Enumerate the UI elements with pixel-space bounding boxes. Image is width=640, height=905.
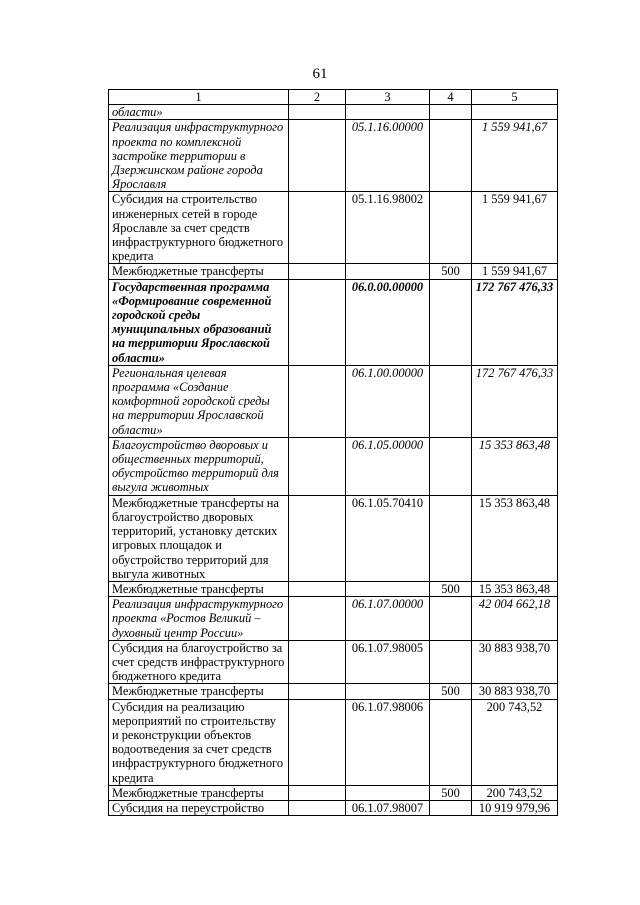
row-code-cell: 06.1.07.98005: [346, 640, 430, 684]
row-code-cell: 06.1.07.98006: [346, 699, 430, 785]
row-vr-cell: 500: [430, 264, 472, 279]
row-vr-cell: [430, 365, 472, 437]
row-name-cell: Субсидия на переустройство: [109, 800, 289, 815]
column-header: 3: [346, 90, 430, 105]
page-number: 61: [312, 66, 328, 82]
table-row: [109, 800, 558, 815]
row-col2-cell: [289, 684, 346, 699]
row-sum-cell: 1 559 941,67: [472, 264, 558, 279]
row-sum-cell: 15 353 863,48: [472, 581, 558, 596]
row-col2-cell: [289, 279, 346, 365]
row-sum-cell: 1 559 941,67: [472, 120, 558, 192]
row-sum-cell: 30 883 938,70: [472, 684, 558, 699]
row-sum-cell: 30 883 938,70: [472, 640, 558, 684]
row-col2-cell: [289, 105, 346, 120]
row-name-cell: Межбюджетные трансферты: [109, 264, 289, 279]
row-code-cell: [346, 105, 430, 120]
budget-table: [108, 89, 558, 816]
row-code-cell: 06.0.00.00000: [346, 279, 430, 365]
row-vr-cell: [430, 699, 472, 785]
row-name-cell: Государственная программа «Формирование современной городской среды муниципальных образований на территории Ярославской области»: [109, 279, 289, 365]
row-code-cell: 05.1.16.00000: [346, 120, 430, 192]
row-code-cell: 06.1.05.70410: [346, 495, 430, 581]
column-number-row: [109, 90, 558, 105]
column-header: 4: [430, 90, 472, 105]
table-row: [109, 640, 558, 684]
row-sum-cell: [472, 105, 558, 120]
row-sum-cell: 172 767 476,33: [472, 279, 558, 365]
row-col2-cell: [289, 264, 346, 279]
row-sum-cell: 15 353 863,48: [472, 437, 558, 495]
row-sum-cell: 200 743,52: [472, 699, 558, 785]
table-row: [109, 105, 558, 120]
row-sum-cell: 200 743,52: [472, 785, 558, 800]
row-sum-cell: 172 767 476,33: [472, 365, 558, 437]
row-vr-cell: [430, 279, 472, 365]
table-row: [109, 785, 558, 800]
row-name-cell: Региональная целевая программа «Создание комфортной городской среды на территории Ярославской области»: [109, 365, 289, 437]
table-row: [109, 192, 558, 264]
row-code-cell: 05.1.16.98002: [346, 192, 430, 264]
row-code-cell: 06.1.05.00000: [346, 437, 430, 495]
row-code-cell: 06.1.07.98007: [346, 800, 430, 815]
row-vr-cell: [430, 105, 472, 120]
row-sum-cell: 1 559 941,67: [472, 192, 558, 264]
row-sum-cell: 15 353 863,48: [472, 495, 558, 581]
table-row: [109, 684, 558, 699]
row-name-cell: Субсидия на благоустройство за счет средств инфраструктурного бюджетного кредита: [109, 640, 289, 684]
row-code-cell: [346, 264, 430, 279]
row-vr-cell: [430, 640, 472, 684]
row-code-cell: [346, 785, 430, 800]
row-col2-cell: [289, 581, 346, 596]
row-col2-cell: [289, 192, 346, 264]
row-vr-cell: [430, 800, 472, 815]
row-name-cell: Межбюджетные трансферты: [109, 684, 289, 699]
row-name-cell: Субсидия на строительство инженерных сетей в городе Ярославле за счет средств инфраструктурного бюджетного кредита: [109, 192, 289, 264]
row-col2-cell: [289, 365, 346, 437]
table-row: [109, 120, 558, 192]
row-vr-cell: [430, 120, 472, 192]
row-code-cell: [346, 684, 430, 699]
table-row: [109, 279, 558, 365]
row-col2-cell: [289, 437, 346, 495]
row-vr-cell: 500: [430, 581, 472, 596]
column-header: 1: [109, 90, 289, 105]
row-vr-cell: 500: [430, 684, 472, 699]
row-col2-cell: [289, 495, 346, 581]
table-row: [109, 581, 558, 596]
row-col2-cell: [289, 120, 346, 192]
row-name-cell: области»: [109, 105, 289, 120]
row-vr-cell: [430, 192, 472, 264]
table-row: [109, 437, 558, 495]
row-name-cell: Субсидия на реализацию мероприятий по строительству и реконструкции объектов водоотведения за счет средств инфраструктурного бюджетного кредита: [109, 699, 289, 785]
row-col2-cell: [289, 785, 346, 800]
table-row: [109, 495, 558, 581]
row-code-cell: 06.1.07.00000: [346, 597, 430, 641]
row-col2-cell: [289, 640, 346, 684]
row-vr-cell: [430, 495, 472, 581]
row-name-cell: Межбюджетные трансферты: [109, 581, 289, 596]
row-name-cell: Межбюджетные трансферты на благоустройство дворовых территорий, установку детских игровых площадок и обустройство территорий для выгула животных: [109, 495, 289, 581]
row-code-cell: [346, 581, 430, 596]
row-vr-cell: 500: [430, 785, 472, 800]
row-name-cell: Реализация инфраструктурного проекта по комплексной застройке территории в Дзержинском районе города Ярославля: [109, 120, 289, 192]
row-name-cell: Благоустройство дворовых и общественных территорий, обустройство территорий для выгула животных: [109, 437, 289, 495]
row-code-cell: 06.1.00.00000: [346, 365, 430, 437]
row-vr-cell: [430, 437, 472, 495]
column-header: 2: [289, 90, 346, 105]
row-sum-cell: 10 919 979,96: [472, 800, 558, 815]
table-row: [109, 264, 558, 279]
row-col2-cell: [289, 800, 346, 815]
table-row: [109, 597, 558, 641]
column-header: 5: [472, 90, 558, 105]
row-name-cell: Межбюджетные трансферты: [109, 785, 289, 800]
row-col2-cell: [289, 597, 346, 641]
row-col2-cell: [289, 699, 346, 785]
row-sum-cell: 42 004 662,18: [472, 597, 558, 641]
table-row: [109, 699, 558, 785]
row-name-cell: Реализация инфраструктурного проекта «Ростов Великий – духовный центр России»: [109, 597, 289, 641]
row-vr-cell: [430, 597, 472, 641]
table-row: [109, 365, 558, 437]
